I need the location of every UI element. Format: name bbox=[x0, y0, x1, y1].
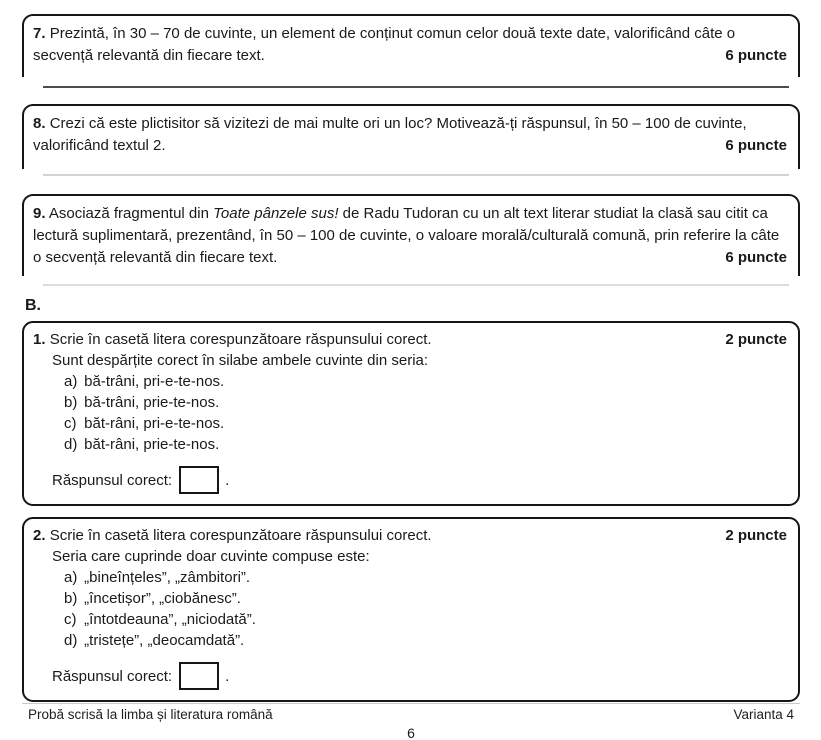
option-text: „încetișor”, „ciobănesc”. bbox=[84, 590, 241, 607]
answer-writing-line bbox=[43, 86, 789, 88]
option-letter: d) bbox=[64, 436, 78, 453]
question-7-text bbox=[24, 16, 798, 67]
option-letter: d) bbox=[64, 632, 78, 649]
option-letter: a) bbox=[64, 569, 78, 586]
question-number: 2. bbox=[33, 527, 46, 544]
option-text: „întotdeauna”, „niciodată”. bbox=[84, 611, 256, 628]
question-b2-prompt-row bbox=[33, 525, 787, 546]
answer-box[interactable] bbox=[179, 466, 219, 494]
points-label: 2 puncte bbox=[725, 527, 787, 544]
page-footer bbox=[22, 703, 800, 740]
points-label: 6 puncte bbox=[725, 47, 787, 64]
answer-row bbox=[52, 661, 787, 691]
question-9-box bbox=[22, 194, 800, 287]
option-c bbox=[64, 413, 787, 434]
option-text: bă-trâni, pri-e-te-nos. bbox=[84, 373, 225, 390]
answer-label: Răspunsul corect: bbox=[52, 471, 173, 489]
points-label: 6 puncte bbox=[725, 249, 787, 266]
page-number: 6 bbox=[407, 725, 415, 740]
question-number: 8. bbox=[33, 115, 46, 132]
option-letter: a) bbox=[64, 373, 78, 390]
option-c bbox=[64, 609, 787, 630]
footer-variant-label: Varianta 4 bbox=[733, 707, 794, 722]
question-stem: Sunt despărțite corect în silabe ambele cuvinte din seria: bbox=[52, 352, 429, 369]
question-text: Crezi că este plictisitor să vizitezi de mai multe ori un loc? Motivează-ți răspunsul, în 50 – 100 de cuvinte, valorificând textul 2. bbox=[33, 115, 747, 154]
answer-suffix: . bbox=[225, 667, 230, 685]
question-prompt: Scrie în casetă litera corespunzătoare răspunsului corect. bbox=[49, 331, 432, 348]
question-text-before: Asociază fragmentul din bbox=[48, 205, 209, 222]
option-letter: c) bbox=[64, 415, 77, 432]
option-d bbox=[64, 434, 787, 455]
footer-exam-title: Probă scrisă la limba și literatura română bbox=[28, 707, 273, 722]
option-a bbox=[64, 371, 787, 392]
question-number: 9. bbox=[33, 205, 46, 222]
option-text: „bineînțeles”, „zâmbitori”. bbox=[84, 569, 251, 586]
question-9-text bbox=[24, 196, 798, 269]
option-text: băt-râni, pri-e-te-nos. bbox=[84, 415, 225, 432]
question-prompt: Scrie în casetă litera corespunzătoare răspunsului corect. bbox=[49, 527, 432, 544]
option-b bbox=[64, 588, 787, 609]
question-text: Prezintă, în 30 – 70 de cuvinte, un element de conținut comun celor două texte date, valorificând câte o secvență relevantă din fiecare text. bbox=[33, 25, 736, 64]
points-label: 6 puncte bbox=[725, 137, 787, 154]
section-b-label: B. bbox=[25, 297, 41, 314]
points-label: 2 puncte bbox=[725, 331, 787, 348]
answer-box[interactable] bbox=[179, 662, 219, 690]
option-d bbox=[64, 630, 787, 651]
question-text-after: de Radu Tudoran cu un alt text literar studiat la clasă sau citit ca lectură suplimentară, prezentând, în 50 – 100 de cuvinte, o valoare morală/culturală comună, prin referire la câte o secvență relevantă din fiecare text. bbox=[33, 205, 780, 266]
question-7-box bbox=[22, 14, 800, 88]
option-text: „tristețe”, „deocamdată”. bbox=[84, 632, 245, 649]
answer-label: Răspunsul corect: bbox=[52, 667, 173, 685]
answer-writing-line bbox=[43, 284, 789, 286]
option-letter: c) bbox=[64, 611, 77, 628]
option-letter: b) bbox=[64, 590, 78, 607]
question-b2-box bbox=[22, 517, 800, 702]
question-b1-prompt-row bbox=[33, 329, 787, 350]
question-8-text bbox=[24, 106, 798, 157]
option-text: bă-trâni, prie-te-nos. bbox=[84, 394, 220, 411]
question-number: 1. bbox=[33, 331, 46, 348]
answer-suffix: . bbox=[225, 471, 230, 489]
question-stem: Seria care cuprinde doar cuvinte compuse este: bbox=[52, 548, 370, 565]
answer-writing-line bbox=[43, 174, 789, 176]
answer-row bbox=[52, 465, 787, 495]
question-8-box bbox=[22, 104, 800, 180]
option-b bbox=[64, 392, 787, 413]
option-a bbox=[64, 567, 787, 588]
question-number: 7. bbox=[33, 25, 46, 42]
book-title: Toate pânzele sus! bbox=[213, 205, 339, 222]
option-text: băt-râni, prie-te-nos. bbox=[84, 436, 220, 453]
question-b1-box bbox=[22, 321, 800, 506]
option-letter: b) bbox=[64, 394, 78, 411]
